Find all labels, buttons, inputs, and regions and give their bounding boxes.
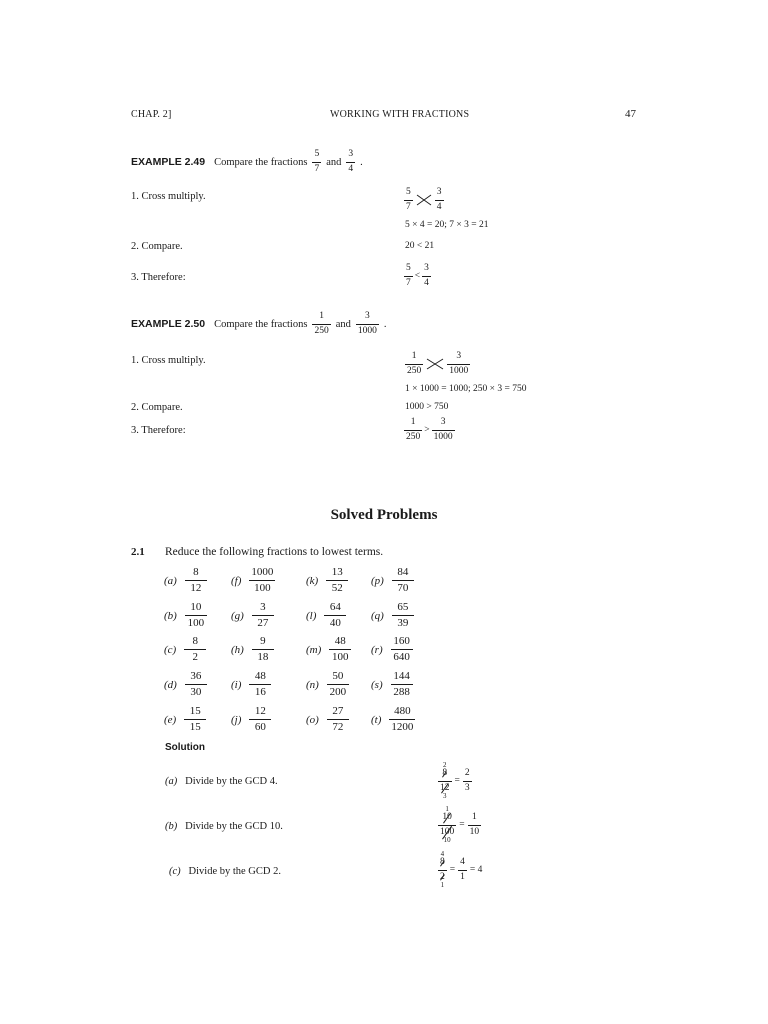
equals-sign: = <box>449 865 456 875</box>
item-label: (c) <box>169 866 181 877</box>
problem-item <box>231 602 274 629</box>
reduced-fraction: $\frac{4}{1}$ <box>460 857 465 882</box>
step-label: 2. Compare. <box>131 402 183 413</box>
solution-text: Divide by the GCD 2. <box>188 866 281 877</box>
fraction: $\frac{48}{100}$ <box>329 636 351 663</box>
step-label: 3. Therefore: <box>131 425 186 436</box>
item-label: (c) <box>164 643 177 656</box>
problem-item <box>371 567 414 594</box>
fraction: $\frac{64}{40}$ <box>324 602 346 629</box>
problem-item <box>231 567 275 594</box>
problem-item <box>371 602 414 629</box>
solution-heading: Solution <box>165 742 205 753</box>
fraction: $\frac{36}{30}$ <box>185 671 207 698</box>
fraction: $\frac{1}{250}$ <box>314 311 329 336</box>
problem-item <box>306 567 348 594</box>
period: . <box>383 318 387 330</box>
reduced-fraction: $\frac{2}{3}$ <box>464 768 470 793</box>
fraction: $\frac{1}{250}$ <box>407 351 422 376</box>
problem-item <box>231 706 271 733</box>
final-value: = 4 <box>469 865 483 875</box>
item-label: (i) <box>231 678 242 691</box>
cross-multiply-work: 5 × 4 = 20; 7 × 3 = 21 <box>405 220 489 230</box>
fraction: $\frac{50}{200}$ <box>327 671 349 698</box>
comparison-symbol: < <box>414 271 421 281</box>
compare-work: 20 < 21 <box>405 241 435 251</box>
example-label: EXAMPLE 2.50 <box>131 318 206 330</box>
and-word: and <box>335 318 351 330</box>
fraction: $\frac{3}{4}$ <box>424 263 429 288</box>
fraction: $\frac{5}{7}$ <box>314 149 320 174</box>
problem-item <box>164 636 206 663</box>
step-label: 3. Therefore: <box>131 272 186 283</box>
step-label: 1. Cross multiply. <box>131 191 206 202</box>
fraction: $\frac{3}{4}$ <box>436 187 442 212</box>
problem-item <box>164 671 207 698</box>
result-comparison <box>404 264 431 288</box>
problem-statement: Reduce the following fractions to lowest terms. <box>165 546 384 558</box>
example-label: EXAMPLE 2.49 <box>131 156 206 168</box>
fraction: $\frac{144}{288}$ <box>391 671 413 698</box>
running-title: WORKING WITH FRACTIONS <box>330 109 470 120</box>
problem-number: 2.1 <box>131 546 145 558</box>
example-intro: Compare the fractions <box>214 318 308 330</box>
cancelled-fraction: 4 $\frac{8}{2}$ 1 <box>440 850 445 889</box>
fraction: $\frac{3}{4}$ <box>348 149 354 174</box>
fraction: $\frac{13}{52}$ <box>326 567 348 594</box>
problem-item <box>306 671 349 698</box>
comparison-symbol: > <box>424 425 430 435</box>
fraction: $\frac{9}{18}$ <box>252 636 274 663</box>
period: . <box>360 156 363 168</box>
fraction: $\frac{8}{2}$ <box>184 636 206 663</box>
item-label: (a) <box>165 776 178 787</box>
fraction: $\frac{3}{27}$ <box>252 602 274 629</box>
fraction: $\frac{84}{70}$ <box>392 567 414 594</box>
reduction-work <box>438 851 482 889</box>
fraction: $\frac{65}{39}$ <box>392 602 414 629</box>
fraction: $\frac{3}{1000}$ <box>449 351 469 376</box>
item-label: (t) <box>371 713 382 726</box>
fraction: $\frac{5}{7}$ <box>406 263 411 288</box>
cross-multiply-diagram <box>404 188 444 212</box>
cross-arrows-icon <box>425 357 445 371</box>
problem-item <box>231 636 274 663</box>
chapter-label: CHAP. 2] <box>131 109 172 120</box>
problem-item <box>371 671 413 698</box>
problem-item <box>306 636 351 663</box>
example-intro: Compare the fractions <box>214 156 308 168</box>
item-label: (e) <box>164 713 177 726</box>
problem-item <box>164 567 207 594</box>
compare-work: 1000 > 750 <box>405 402 449 412</box>
item-label: (b) <box>165 821 178 832</box>
fraction: $\frac{480}{1200}$ <box>391 705 414 733</box>
item-label: (s) <box>371 678 383 691</box>
fraction: $\frac{12}{60}$ <box>249 706 271 733</box>
fraction: $\frac{3}{1000}$ <box>357 311 377 336</box>
equals-sign: = <box>459 820 465 830</box>
item-label: (h) <box>231 643 244 656</box>
item-label: (n) <box>306 678 319 691</box>
example-2-50-heading <box>131 312 386 336</box>
reduction-work <box>438 806 484 844</box>
solution-step <box>165 821 283 832</box>
fraction: $\frac{3}{1000}$ <box>433 417 453 442</box>
fraction: $\frac{48}{16}$ <box>249 671 271 698</box>
solution-step <box>165 776 278 787</box>
item-label: (b) <box>164 609 177 622</box>
problem-item <box>231 671 271 698</box>
fraction: $\frac{1000}{100}$ <box>251 566 274 594</box>
fraction: $\frac{10}{100}$ <box>185 602 207 629</box>
problem-item <box>371 706 415 733</box>
item-label: (q) <box>371 609 384 622</box>
item-label: (l) <box>306 609 317 622</box>
equals-sign: = <box>454 776 460 786</box>
result-comparison <box>404 418 455 442</box>
fraction: $\frac{27}{72}$ <box>327 706 349 733</box>
item-label: (j) <box>231 713 242 726</box>
reduced-fraction: $\frac{1}{10}$ <box>469 812 480 837</box>
problem-item <box>371 636 413 663</box>
item-label: (p) <box>371 574 384 587</box>
example-2-49-heading <box>131 150 363 174</box>
section-title: Solved Problems <box>330 507 438 523</box>
cross-arrows-icon <box>415 193 433 207</box>
solution-step <box>169 866 281 877</box>
item-label: (m) <box>306 643 322 656</box>
and-word: and <box>326 156 342 168</box>
problem-item <box>164 706 206 733</box>
step-label: 2. Compare. <box>131 241 183 252</box>
step-label: 1. Cross multiply. <box>131 355 206 366</box>
item-label: (g) <box>231 609 244 622</box>
reduction-work <box>438 762 475 800</box>
fraction: $\frac{15}{15}$ <box>184 706 206 733</box>
problem-item <box>306 602 346 629</box>
item-label: (k) <box>306 574 319 587</box>
item-label: (o) <box>306 713 319 726</box>
fraction: $\frac{1}{250}$ <box>406 417 421 442</box>
item-label: (a) <box>164 574 177 587</box>
fraction: $\frac{8}{12}$ <box>185 567 207 594</box>
fraction: $\frac{5}{7}$ <box>406 187 411 212</box>
fraction: $\frac{160}{640}$ <box>391 636 413 663</box>
solution-text: Divide by the GCD 10. <box>185 821 283 832</box>
problem-item <box>164 602 207 629</box>
cancelled-fraction: 2 $\frac{8}{12}$ 3 <box>440 761 450 800</box>
page-number: 47 <box>625 108 636 120</box>
item-label: (f) <box>231 574 242 587</box>
cancelled-fraction: 1 $\frac{10}{100}$ 10 <box>440 805 455 844</box>
problem-item <box>306 706 349 733</box>
item-label: (d) <box>164 678 177 691</box>
item-label: (r) <box>371 643 383 656</box>
cross-multiply-work: 1 × 1000 = 1000; 250 × 3 = 750 <box>405 384 527 394</box>
cross-multiply-diagram <box>405 352 470 376</box>
solution-text: Divide by the GCD 4. <box>185 776 278 787</box>
